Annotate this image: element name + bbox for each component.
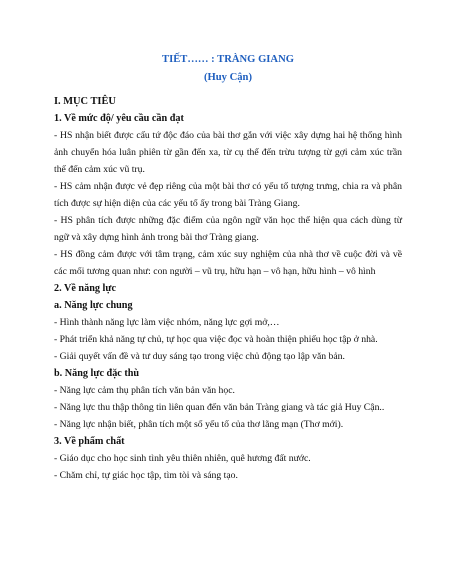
list-item: - Năng lực nhận biết, phân tích một số yếu tố của thơ lãng mạn (Thơ mới). xyxy=(54,419,344,430)
list-item: - Giải quyết vấn đề và tư duy sáng tạo trong việc chủ động tạo lập văn bản. xyxy=(54,351,345,362)
lesson-title: TIẾT…… : TRÀNG GIANG xyxy=(162,54,294,65)
list-item: - Hình thành năng lực làm việc nhóm, năng lực gợi mở,… xyxy=(54,317,280,328)
subheading-specific-competence: b. Năng lực đặc thù xyxy=(54,368,140,379)
paragraph: - HS đồng cảm được với tâm trạng, cảm xúc suy nghiệm của nhà thơ về cuộc đời và về các mối tương quan như: con người – vũ trụ, hữu hạn – vô hạn, hữu hình – vô hình xyxy=(54,249,402,277)
paragraph: - HS nhận biết được cấu tứ độc đáo của bài thơ gắn với việc xây dựng hai hệ thống hình ảnh chuyển hóa luân phiên từ gần đến xa, từ cụ thể đến trừu tượng từ gợi cảm xúc trần thế đến cảm xúc vũ trụ. xyxy=(54,130,402,175)
subheading-competence: 2. Về năng lực xyxy=(54,283,116,294)
list-item: - Giáo dục cho học sinh tình yêu thiên nhiên, quê hương đất nước. xyxy=(54,453,311,464)
paragraph: - HS cảm nhận được vẻ đẹp riêng của một bài thơ có yếu tố tượng trưng, chia ra và phân tích được sự hiện diện của các yếu tố ấy trong bài Tràng Giang. xyxy=(54,181,402,209)
subheading-requirements: 1. Về mức độ/ yêu cầu cần đạt xyxy=(54,113,184,124)
section-heading-objectives: I. MỤC TIÊU xyxy=(54,96,116,107)
subheading-qualities: 3. Về phẩm chất xyxy=(54,436,125,447)
list-item: - Năng lực thu thập thông tin liên quan đến văn bản Tràng giang và tác giả Huy Cận.. xyxy=(54,402,385,413)
list-item: - Năng lực cảm thụ phân tích văn bản văn học. xyxy=(54,385,235,396)
author-name: (Huy Cận) xyxy=(204,72,252,83)
subheading-general-competence: a. Năng lực chung xyxy=(54,300,133,311)
list-item: - Phát triển khả năng tự chủ, tự học qua việc đọc và hoàn thiện phiếu học tập ở nhà. xyxy=(54,334,378,345)
list-item: - Chăm chỉ, tự giác học tập, tìm tòi và sáng tạo. xyxy=(54,470,238,481)
paragraph: - HS phân tích được những đặc điểm của ngôn ngữ văn học thể hiện qua cách dùng từ ngữ và xây dựng hình ảnh trong bài thơ Tràng giang. xyxy=(54,215,402,243)
